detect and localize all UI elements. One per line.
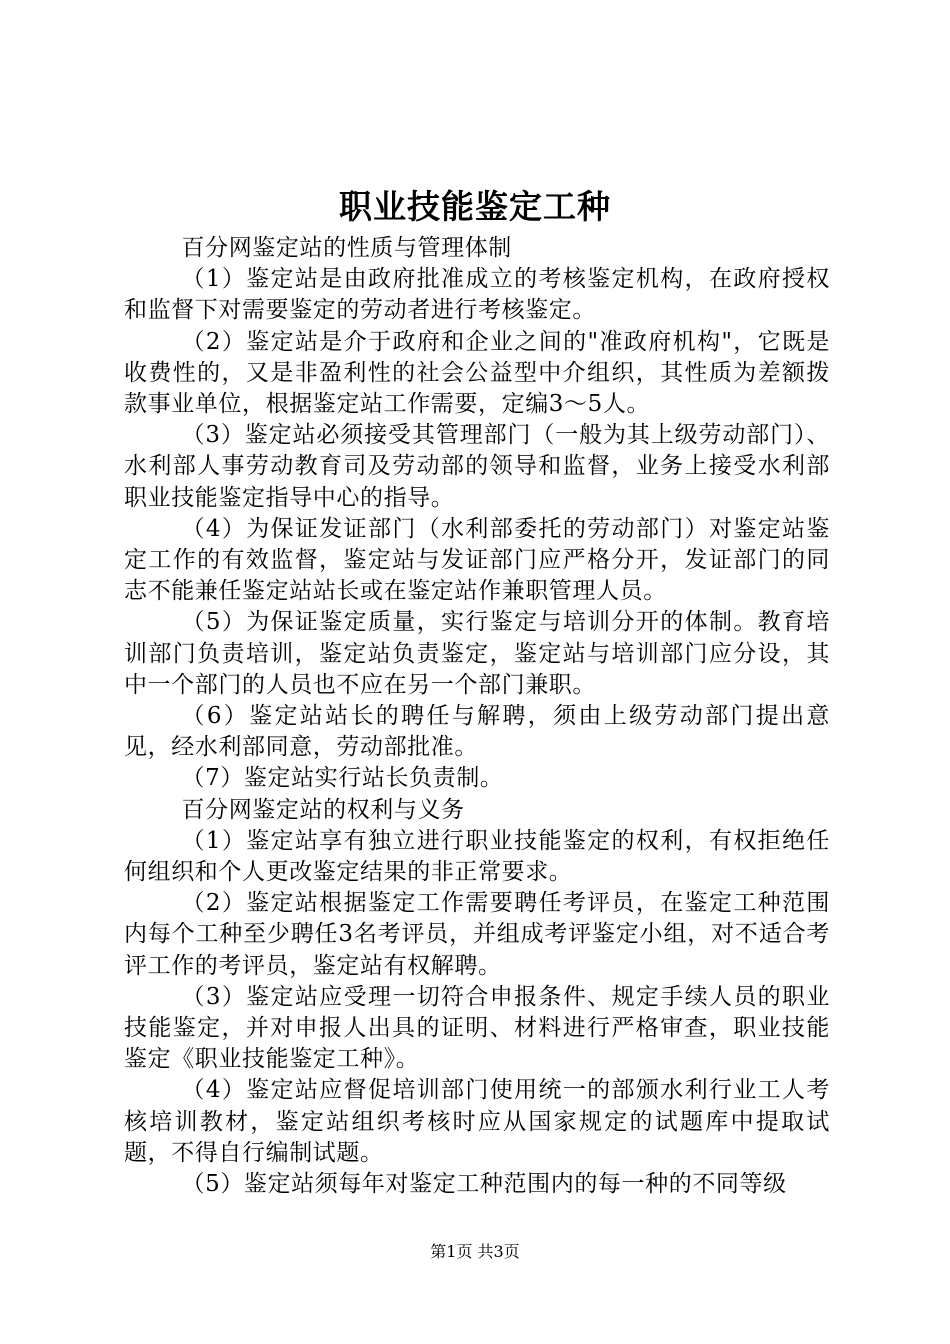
page-footer: 第1页 共3页 — [430, 1242, 520, 1261]
paragraph-item: （2）鉴定站根据鉴定工作需要聘任考评员，在鉴定工种范围内每个工种至少聘任3名考评员，并组成考评鉴定小组，对不适合考评工作的考评员，鉴定站有权解聘。 — [124, 890, 830, 979]
section-heading-nature: 百分网鉴定站的性质与管理体制 — [181, 235, 512, 261]
paragraph-item: （3）鉴定站应受理一切符合申报条件、规定手续人员的职业技能鉴定，并对申报人出具的证明、材料进行严格审查，职业技能鉴定《职业技能鉴定工种》。 — [124, 983, 830, 1073]
document-title: 职业技能鉴定工种 — [339, 187, 611, 226]
document-body — [124, 233, 830, 1200]
paragraph-item: （5）为保证鉴定质量，实行鉴定与培训分开的体制。教育培训部门负责培训，鉴定站负责鉴定，鉴定站与培训部门应分设，其中一个部门的人员也不应在另一个部门兼职。 — [124, 609, 830, 698]
paragraph-item: （6）鉴定站站长的聘任与解聘，须由上级劳动部门提出意见，经水利部同意，劳动部批准。 — [124, 703, 830, 761]
paragraph-item: （7）鉴定站实行站长负责制。 — [181, 765, 504, 792]
paragraph-item: （3）鉴定站必须接受其管理部门（一般为其上级劳动部门）、水利部人事劳动教育司及劳动部的领导和监督，业务上接受水利部职业技能鉴定指导中心的指导。 — [124, 422, 830, 511]
section-heading-rights: 百分网鉴定站的权利与义务 — [181, 796, 465, 823]
paragraph-item: （4）为保证发证部门（水利部委托的劳动部门）对鉴定站鉴定工作的有效监督，鉴定站与发证部门应严格分开，发证部门的同志不能兼任鉴定站站长或在鉴定站作兼职管理人员。 — [124, 515, 830, 605]
paragraph-item: （2）鉴定站是介于政府和企业之间的"准政府机构"，它既是收费性的，又是非盈利性的社会公益型中介组织，其性质为差额拨款事业单位，根据鉴定站工作需要，定编3～5人。 — [124, 328, 830, 418]
paragraph-item: （4）鉴定站应督促培训部门使用统一的部颁水利行业工人考核培训教材，鉴定站组织考核时应从国家规定的试题库中提取试题，不得自行编制试题。 — [124, 1077, 830, 1166]
paragraph-item: （1）鉴定站是由政府批准成立的考核鉴定机构，在政府授权和监督下对需要鉴定的劳动者进行考核鉴定。 — [124, 266, 830, 324]
paragraph-item: （1）鉴定站享有独立进行职业技能鉴定的权利，有权拒绝任何组织和个人更改鉴定结果的非正常要求。 — [124, 827, 830, 886]
paragraph-item: （5）鉴定站须每年对鉴定工种范围内的每一种的不同等级 — [181, 1171, 787, 1198]
